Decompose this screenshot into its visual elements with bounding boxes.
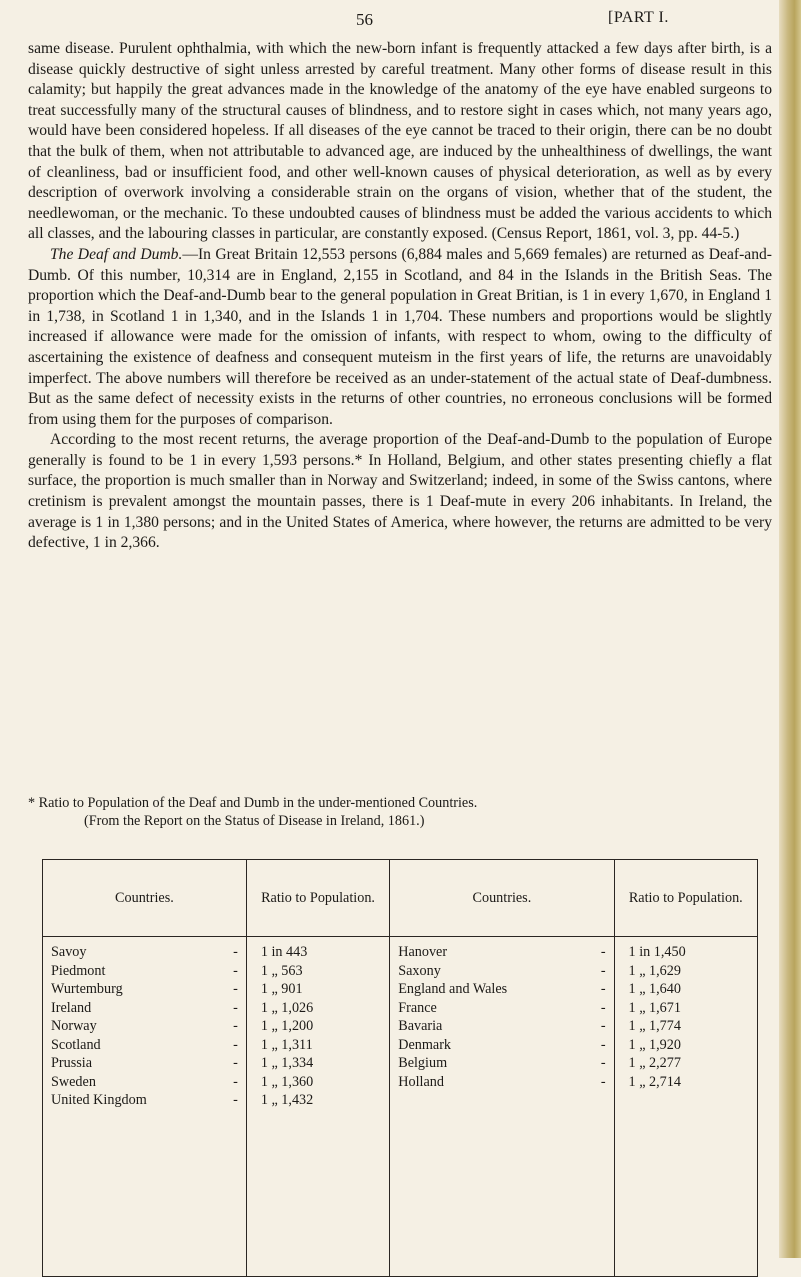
- country-name: Wurtemburg: [51, 981, 123, 997]
- country-entry: [398, 1017, 607, 1036]
- ratio-entry: 1 in 443: [260, 944, 308, 960]
- ratio-entry: 1 „ 1,774: [628, 1018, 681, 1034]
- left-countries-list: [51, 943, 240, 1110]
- country-entry: [398, 1054, 607, 1073]
- ratio-entry: 1 „ 1,629: [628, 962, 681, 979]
- leader-dash: -: [233, 1055, 238, 1071]
- right-countries-list: [398, 943, 607, 1091]
- country-entry: [398, 1036, 607, 1055]
- leader-dash: -: [233, 1036, 238, 1053]
- running-head: [PART I.: [608, 9, 669, 26]
- country-name: France: [398, 999, 437, 1016]
- country-name: Denmark: [398, 1036, 452, 1053]
- country-name: Scotland: [51, 1036, 101, 1053]
- country-name: United Kingdom: [51, 1092, 147, 1108]
- country-entry: [51, 962, 240, 981]
- paragraph-text: same disease. Purulent ophthalmia, with which the new-born infant is frequently attacked a few days after birth, is a disease quickly destructive of sight unless arrested by careful treatment. Many other forms of disease result in this calamity; but happily the great advances made in the knowledge of the anatomy of the eye have enabled surgeons to treat successfully many of the structural causes of blindness, and to restore sight in cases which, not many years ago, would have been considered hopeless. If all diseases of the eye cannot be traced to their origin, there can be no doubt that the bulk of them, when not attributable to advanced age, are induced by the unhealthiness of dwellings, the want of cleanliness, bad or insufficient food, and other well-known causes of physical deterioration, as well as by every description of overwork involving a considerable strain on the organs of vision, whether that of the student, the needlewoman, or the mechanic. To these undoubted causes of blindness must be added the various accidents to which all classes, and the labouring classes in particular, are constantly exposed. (Census Report, 1861, vol. 3, pp. 44-5.): [28, 40, 772, 243]
- country-entry: [51, 980, 240, 999]
- ratio-entry: 1 „ 901: [260, 981, 303, 997]
- country-entry: [398, 1073, 607, 1092]
- leader-dash: -: [233, 1073, 238, 1090]
- leader-dash: -: [600, 1018, 606, 1034]
- country-name: England and Wales: [398, 981, 508, 997]
- header-countries: Countries.: [43, 860, 247, 937]
- country-name: Holland: [398, 1073, 444, 1090]
- ratio-entry: 1 „ 2,277: [628, 1055, 681, 1071]
- country-entry: [51, 999, 240, 1018]
- page-header: [22, 0, 774, 40]
- country-entry: [51, 1036, 240, 1055]
- left-ratios-cell: [246, 937, 389, 1277]
- ratio-table: [42, 859, 758, 1277]
- ratio-entry: 1 „ 1,432: [260, 1092, 314, 1108]
- ratio-entry: 1 „ 1,200: [260, 1018, 314, 1034]
- leader-dash: -: [233, 1018, 238, 1034]
- right-ratios-list: [623, 943, 751, 1091]
- footnote: [28, 794, 772, 830]
- country-name: Norway: [51, 1018, 97, 1034]
- right-ratios-cell: [614, 937, 757, 1277]
- country-entry: [51, 1054, 240, 1073]
- country-name: Belgium: [398, 1055, 448, 1071]
- footnote-title: * Ratio to Population of the Deaf and Dumb in the under-mentioned Countries.: [28, 795, 478, 811]
- footnote-source: (From the Report on the Status of Disease in Ireland, 1861.): [84, 813, 425, 829]
- ratio-entry: 1 in 1,450: [628, 944, 686, 960]
- ratio-entry: 1 „ 563: [260, 962, 303, 979]
- country-name: Saxony: [398, 962, 441, 979]
- ratio-entry: 1 „ 1,334: [260, 1055, 314, 1071]
- left-countries-cell: [43, 937, 247, 1277]
- paragraph-text: —In Great Britain 12,553 persons (6,884 males and 5,669 females) are returned as Deaf-and-Dumb. Of this number, 10,314 are in England, 2,155 in Scotland, and 84 in the Islands in the British Seas. The proportion which the Deaf-and-Dumb bear to the general population in Great Britian, is 1 in every 1,670, in England 1 in 1,738, in Scotland 1 in 1,340, and in the Islands 1 in 1,704. These numbers and proportions would be slightly increased if allowance were made for the omission of infants, with respect to whom, owing to the difficulty of ascertaining the existence of deafness and consequent muteism in the first years of life, the returns are unavoidably imperfect. The above numbers will therefore be received as an under-statement of the actual state of Deaf-dumbness. But as the same defect of necessity exists in the returns of other countries, no erroneous conclusions will be formed from using them for the purposes of comparison.: [28, 245, 772, 428]
- paragraph-text: According to the most recent returns, the average proportion of the Deaf-and-Dumb to the population of Europe generally is found to be 1 in every 1,593 persons.* In Holland, Belgium, and other states presenting chiefly a flat surface, the proportion is much smaller than in Norway and Switzerland; indeed, in some of the Swiss cantons, where cretinism is prevalent amongst the mountain passes, there is 1 Deaf-mute in every 206 inhabitants. In Ireland, the average is 1 in 1,380 persons; and in the United States of America, where however, the returns are admitted to be very defective, 1 in 2,366.: [28, 431, 772, 552]
- leader-dash: -: [600, 962, 606, 979]
- ratio-entry: 1 „ 1,026: [260, 999, 314, 1016]
- leader-dash: -: [600, 999, 606, 1016]
- leader-dash: -: [233, 944, 238, 960]
- section-lead: The Deaf and Dumb.: [50, 245, 183, 263]
- leader-dash: -: [600, 981, 606, 997]
- paragraph-europe: [28, 430, 772, 554]
- leader-dash: -: [600, 1073, 606, 1090]
- ratio-entry: 1 „ 2,714: [628, 1073, 681, 1090]
- page-edge: [779, 0, 801, 1258]
- table-row: [43, 937, 758, 1277]
- table-header-row: [43, 860, 758, 937]
- header-ratio: Ratio to Population.: [246, 860, 389, 937]
- ratio-entry: 1 „ 1,920: [628, 1036, 681, 1053]
- leader-dash: -: [233, 1092, 238, 1108]
- country-name: Sweden: [51, 1073, 96, 1090]
- leader-dash: -: [233, 981, 238, 997]
- leader-dash: -: [233, 999, 238, 1016]
- header-countries-2: Countries.: [390, 860, 614, 937]
- country-entry: [398, 999, 607, 1018]
- ratio-entry: 1 „ 1,311: [260, 1036, 313, 1053]
- body-text: [28, 39, 772, 554]
- ratio-entry: 1 „ 1,671: [628, 999, 681, 1016]
- country-entry: [51, 1017, 240, 1036]
- country-entry: [398, 980, 607, 999]
- book-page: [22, 0, 774, 1108]
- country-entry: [51, 943, 240, 962]
- header-ratio-2: Ratio to Population.: [614, 860, 757, 937]
- ratio-entry: 1 „ 1,360: [260, 1073, 314, 1090]
- paragraph-blindness: [28, 39, 772, 245]
- right-countries-cell: [390, 937, 614, 1277]
- country-name: Prussia: [51, 1055, 92, 1071]
- country-name: Savoy: [51, 944, 87, 960]
- leader-dash: -: [600, 1036, 606, 1053]
- leader-dash: -: [600, 1055, 606, 1071]
- country-entry: [51, 1073, 240, 1092]
- paragraph-deaf-dumb: [28, 245, 772, 430]
- country-name: Piedmont: [51, 962, 106, 979]
- country-entry: [398, 962, 607, 981]
- country-entry: [51, 1091, 240, 1110]
- left-ratios-list: [255, 943, 383, 1110]
- country-name: Hanover: [398, 944, 448, 960]
- ratio-entry: 1 „ 1,640: [628, 981, 681, 997]
- country-name: Bavaria: [398, 1018, 443, 1034]
- country-name: Ireland: [51, 999, 92, 1016]
- country-entry: [398, 943, 607, 962]
- page-number: 56: [356, 10, 373, 29]
- leader-dash: -: [233, 962, 238, 979]
- leader-dash: -: [600, 944, 606, 960]
